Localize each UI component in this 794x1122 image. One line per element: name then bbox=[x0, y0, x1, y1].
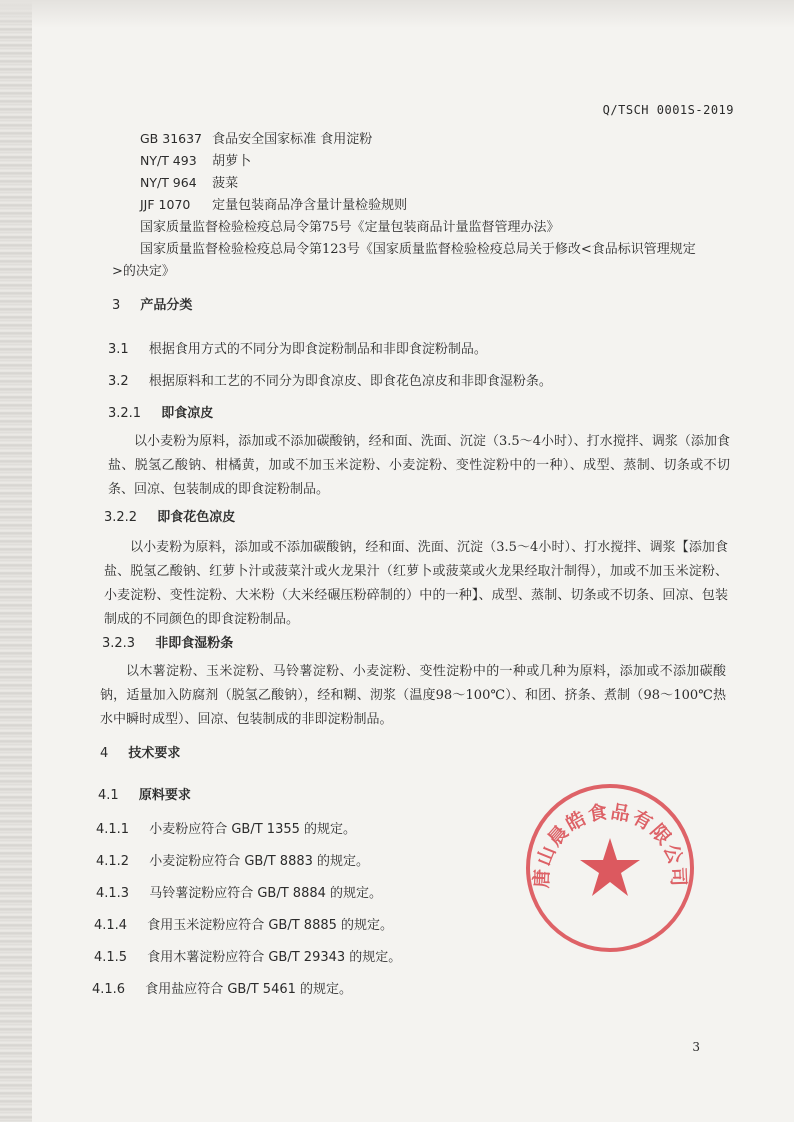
clause-number: 4.1.5 bbox=[94, 950, 128, 965]
paragraph-text: 以小麦粉为原料，添加或不添加碳酸钠，经和面、洗面、沉淀（3.5～4小时）、打水搅拌、调浆【添加食盐、脱氢乙酸钠、红萝卜汁或菠菜汁或火龙果汁（红萝卜或菠菜或火龙果经取汁制得），加或不加玉米淀粉、小麦淀粉、变性淀粉、大米粉（大米经碾压粉碎制的）中的一种】、成型、蒸制、切条或不切条、回凉、包装制成的不同颜色的即食淀粉制品。 bbox=[104, 540, 728, 627]
reference-title: 菠菜 bbox=[212, 176, 239, 191]
section-title: 技术要求 bbox=[128, 746, 181, 761]
paragraph-text: 以木薯淀粉、玉米淀粉、马铃薯淀粉、小麦淀粉、变性淀粉中的一种或几种为原料，添加或不添加碳酸钠，适量加入防腐剂（脱氢乙酸钠），经和糊、沏浆（温度98～100℃）、和团、挤条、煮制（98～100℃热水中瞬时成型）、回凉、包装制成的非即淀粉制品。 bbox=[100, 664, 726, 727]
reference-title: 国家质量监督检验检疫总局令第75号《定量包装商品计量监督管理办法》 bbox=[140, 220, 560, 235]
clause-number: 4.1.6 bbox=[92, 982, 126, 997]
clause-3-1 bbox=[108, 338, 487, 357]
clause-4-1-4 bbox=[94, 914, 393, 933]
subsection-heading-4-1 bbox=[98, 784, 191, 803]
paragraph-3-2-1 bbox=[108, 430, 730, 502]
clause-text: 根据原料和工艺的不同分为即食凉皮、即食花色凉皮和非即食湿粉条。 bbox=[148, 374, 552, 389]
reference-item bbox=[140, 172, 238, 191]
clause-text: 根据食用方式的不同分为即食淀粉制品和非即食淀粉制品。 bbox=[148, 342, 487, 357]
subsection-number: 3.2.2 bbox=[104, 510, 138, 525]
clause-4-1-2 bbox=[96, 850, 369, 869]
reference-item bbox=[140, 194, 407, 213]
subsection-heading-3-2-1 bbox=[108, 402, 213, 421]
reference-title: 定量包装商品净含量计量检验规则 bbox=[212, 198, 408, 213]
subsection-number: 4.1 bbox=[98, 788, 119, 803]
company-seal-stamp bbox=[520, 778, 700, 958]
clause-text: 马铃薯淀粉应符合 GB/T 8884 的规定。 bbox=[149, 886, 383, 901]
reference-title: 国家质量监督检验检疫总局令第123号《国家质量监督检验检疫总局关于修改<食品标识管理规定 bbox=[140, 242, 696, 257]
clause-number: 4.1.3 bbox=[96, 886, 130, 901]
subsection-heading-3-2-2 bbox=[104, 506, 235, 525]
clause-text: 食用玉米淀粉应符合 GB/T 8885 的规定。 bbox=[147, 918, 394, 933]
clause-4-1-3 bbox=[96, 882, 382, 901]
clause-number: 4.1.4 bbox=[94, 918, 128, 933]
section-title: 产品分类 bbox=[140, 298, 193, 313]
section-number: 3 bbox=[112, 298, 121, 313]
paragraph-text: 以小麦粉为原料，添加或不添加碳酸钠，经和面、洗面、沉淀（3.5～4小时）、打水搅拌、调浆（添加食盐、脱氢乙酸钠、柑橘黄，加或不加玉米淀粉、小麦淀粉、变性淀粉中的一种）、成型、蒸制、切条或不切条、回凉、包装制成的即食淀粉制品。 bbox=[108, 434, 730, 497]
page-number: 3 bbox=[692, 1040, 700, 1054]
seal-text: 唐山晨皓食品有限公司 bbox=[530, 800, 690, 889]
clause-text: 小麦淀粉应符合 GB/T 8883 的规定。 bbox=[149, 854, 370, 869]
seal-star-icon bbox=[580, 838, 640, 896]
reference-code: JJF 1070 bbox=[140, 197, 191, 212]
paragraph-3-2-2 bbox=[104, 536, 728, 632]
scan-top-artifact bbox=[0, 0, 794, 28]
section-heading-3 bbox=[112, 294, 192, 313]
clause-text: 食用盐应符合 GB/T 5461 的规定。 bbox=[145, 982, 353, 997]
paragraph-3-2-3 bbox=[100, 660, 726, 732]
subsection-number: 3.2.3 bbox=[102, 636, 136, 651]
reference-title: 食品安全国家标准 食用淀粉 bbox=[212, 132, 373, 147]
subsection-title: 原料要求 bbox=[138, 788, 191, 803]
reference-item bbox=[140, 238, 696, 257]
subsection-title: 即食凉皮 bbox=[161, 406, 214, 421]
standard-code-header: Q/TSCH 0001S-2019 bbox=[602, 103, 734, 117]
reference-code: NY/T 493 bbox=[140, 153, 197, 168]
reference-code: GB 31637 bbox=[140, 131, 202, 146]
reference-tail: >的决定》 bbox=[112, 264, 175, 279]
subsection-title: 即食花色凉皮 bbox=[157, 510, 236, 525]
subsection-title: 非即食湿粉条 bbox=[155, 636, 234, 651]
clause-4-1-5 bbox=[94, 946, 401, 965]
reference-code: NY/T 964 bbox=[140, 175, 197, 190]
subsection-heading-3-2-3 bbox=[102, 632, 233, 651]
clause-4-1-6 bbox=[92, 978, 352, 997]
reference-item bbox=[140, 216, 560, 235]
clause-number: 4.1.2 bbox=[96, 854, 130, 869]
clause-number: 4.1.1 bbox=[96, 822, 130, 837]
clause-4-1-1 bbox=[96, 818, 356, 837]
clause-3-2 bbox=[108, 370, 552, 389]
scan-edge-artifact bbox=[0, 0, 32, 1122]
section-heading-4 bbox=[100, 742, 180, 761]
clause-text: 食用木薯淀粉应符合 GB/T 29343 的规定。 bbox=[147, 950, 402, 965]
subsection-number: 3.2.1 bbox=[108, 406, 142, 421]
reference-item bbox=[140, 150, 251, 169]
reference-item bbox=[140, 128, 372, 147]
reference-title: 胡萝卜 bbox=[212, 154, 252, 169]
section-number: 4 bbox=[100, 746, 109, 761]
clause-number: 3.1 bbox=[108, 342, 129, 357]
clause-number: 3.2 bbox=[108, 374, 129, 389]
clause-text: 小麦粉应符合 GB/T 1355 的规定。 bbox=[149, 822, 357, 837]
